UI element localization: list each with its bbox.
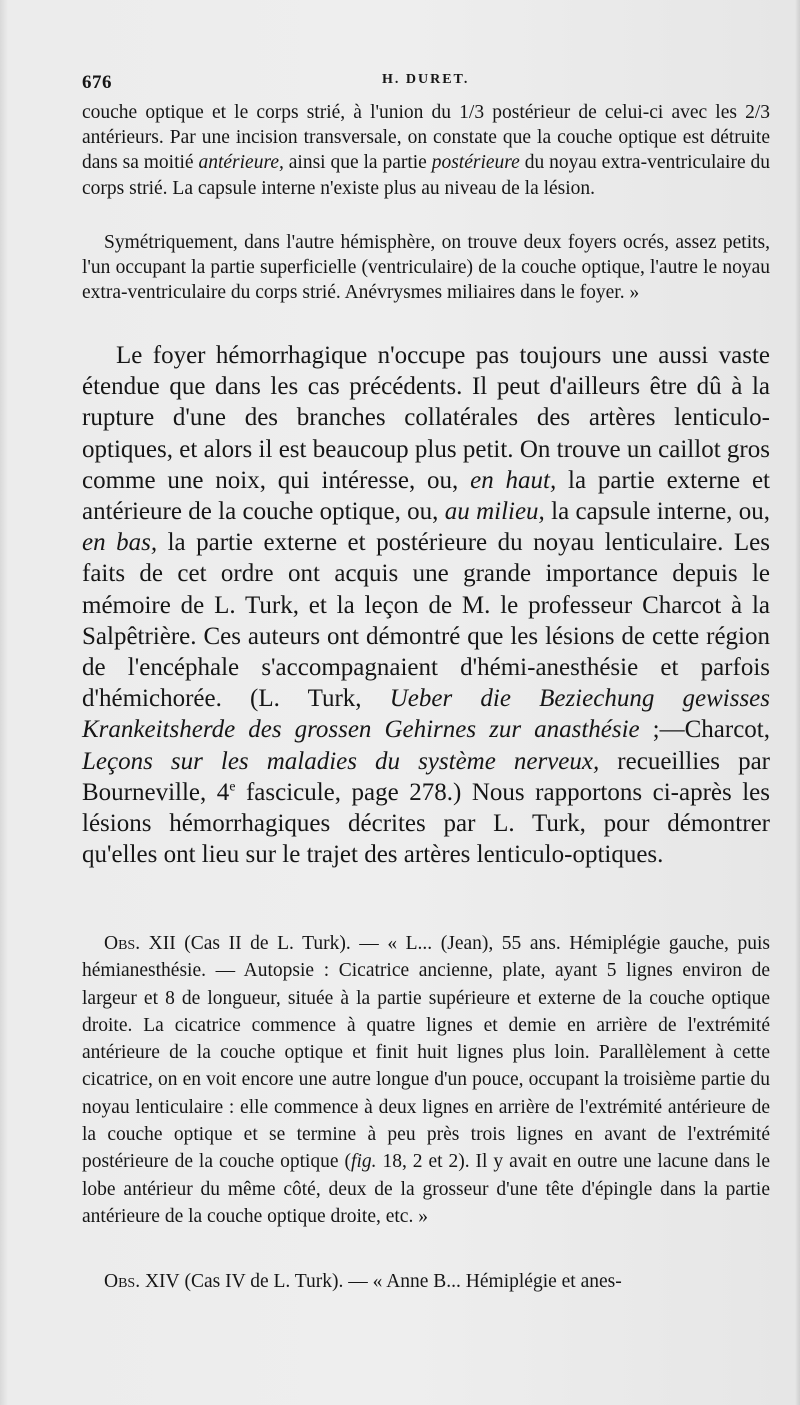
paragraph-symmetric-lesions: Symétriquement, dans l'autre hémisphère, on trouve deux foyers ocrés, assez petits, l'un occupant la partie superficielle (ventriculaire) de la couche optique, l'autre le noyau extra-ventriculaire du corps strié. Anévrysmes miliaires dans le foyer. »: [82, 232, 770, 304]
observation-label: Obs. XII: [104, 933, 176, 954]
observation-label: Obs. XIV: [104, 1271, 180, 1292]
paragraph-main: Le foyer hémorrhagique n'occupe pas toujours une aussi vaste étendue que dans les cas précédents. Il peut d'ailleurs être dû à la rupture d'une des branches collatérales des artères lenticulo-optiques, et alors il est beaucoup plus petit. On trouve un caillot gros comme une noix, qui intéresse, ou, en haut, la partie externe et antérieure de la couche optique, ou, au milieu, la capsule interne, ou, en bas, la partie externe et postérieure du noyau lenticulaire. Les faits de cet ordre ont acquis une grande importance depuis le mémoire de L. Turk, et la leçon de M. le professeur Charcot à la Salpêtrière. Ces auteurs ont démontré que les lésions de cette région de l'encéphale s'accompagnaient d'hémi-anesthésie et parfois d'hémichorée. (L. Turk, Ueber die Beziechung gewisses Krankeitsherde des grossen Gehirnes zur anasthésie ;—Charcot, Leçons sur les maladies du système nerveux, recueillies par Bourneville, 4e fascicule, page 278.) Nous rapportons ci-après les lésions hémorrhagiques décrites par L. Turk, pour démontrer qu'elles ont lieu sur le trajet des artères lenticulo-optiques.: [82, 342, 771, 869]
observation-xiv: Obs. XIV (Cas IV de L. Turk). — « Anne B... Hémiplégie et anes-: [104, 1271, 622, 1292]
page-header: [82, 70, 772, 98]
paragraph-continuation: couche optique et le corps strié, à l'union du 1/3 postérieur de celui-ci avec les 2/3 antérieurs. Par une incision transversale, on constate que la couche optique est détruite dans sa moitié antérieure, ainsi que la partie postérieure du noyau extra-ventriculaire du corps strié. La capsule interne n'existe plus au niveau de la lésion.: [82, 102, 770, 199]
observation-xii: Obs. XII (Cas II de L. Turk). — « L... (Jean), 55 ans. Hémiplégie gauche, puis hémianesthésie. — Autopsie : Cicatrice ancienne, plate, ayant 5 lignes environ de largeur et 8 de longueur, située à la partie supérieure et externe de la couche optique droite. La cicatrice commence à quatre lignes et demie en arrière de l'extrémité antérieure de la couche optique et finit huit lignes plus loin. Parallèlement à cette cicatrice, on en voit encore une autre longue d'un pouce, occupant la troisième partie du noyau lenticulaire : elle commence à deux lignes en arrière de l'extrémité antérieure de la couche optique et se termine à peu près trois lignes en avant de l'extrémité postérieure de la couche optique (fig. 18, 2 et 2). Il y avait en outre une lacune dans le lobe antérieur du même côté, deux de la grosseur d'une tête d'épingle dans la partie antérieure de la couche optique droite, etc. »: [82, 933, 770, 1227]
running-head: H. DURET.: [382, 72, 470, 87]
page-number: 676: [82, 72, 112, 93]
